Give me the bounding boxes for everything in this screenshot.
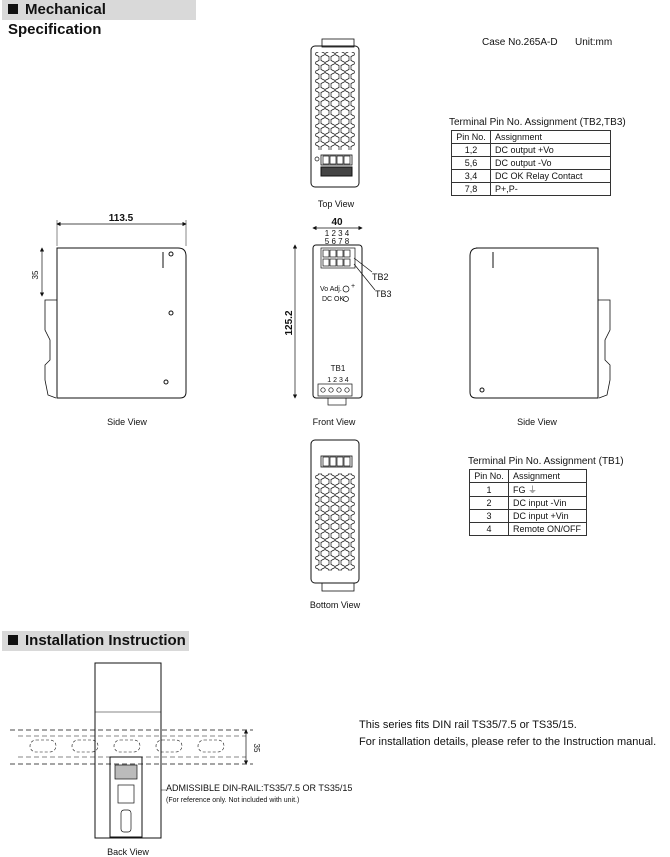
front-view-drawing bbox=[284, 217, 392, 405]
table-header: Pin No. bbox=[470, 470, 509, 483]
assignment-cell: P+,P- bbox=[491, 183, 611, 196]
label-plus: + bbox=[351, 283, 356, 290]
front-view-caption: Front View bbox=[312, 417, 356, 427]
table-header: Assignment bbox=[491, 131, 611, 144]
mech-spec-title: Mechanical Specification bbox=[8, 1, 106, 38]
dc-ok-led-icon bbox=[344, 297, 349, 302]
table-header: Assignment bbox=[509, 470, 587, 483]
side-view-left-drawing bbox=[31, 213, 186, 398]
bottom-view-drawing bbox=[311, 440, 359, 591]
assignment-cell: FG ⏚ bbox=[509, 483, 587, 497]
pin-cell: 7,8 bbox=[452, 183, 491, 196]
dim-height-front: 125.2 bbox=[284, 310, 295, 336]
dim-rail-side: 35 bbox=[31, 270, 40, 280]
terminal-block-tb2 bbox=[321, 248, 355, 268]
install-line2: For installation details, please refer to the Instruction manual. bbox=[359, 736, 657, 748]
label-tb3: TB3 bbox=[375, 289, 392, 299]
dim-width-front: 40 bbox=[331, 217, 343, 228]
label-dc-ok: DC OK bbox=[322, 296, 345, 303]
pin-cell: 5,6 bbox=[452, 157, 491, 170]
side-view-right-drawing bbox=[470, 248, 610, 398]
rail-slots bbox=[30, 740, 224, 752]
table2-title: Terminal Pin No. Assignment (TB1) bbox=[468, 456, 624, 467]
table1-title: Terminal Pin No. Assignment (TB2,TB3) bbox=[449, 117, 626, 128]
dim-rail-install: 35 bbox=[252, 743, 261, 753]
assignment-cell: DC OK Relay Contact bbox=[491, 170, 611, 183]
pin-numbers-top: 1 2 3 4 bbox=[324, 229, 350, 238]
top-view-drawing bbox=[311, 39, 359, 187]
adjust-potentiometer-icon bbox=[343, 286, 349, 292]
pin-numbers-bottom: 5 6 7 8 bbox=[324, 237, 350, 246]
case-number: Case No.265A-D bbox=[482, 37, 558, 48]
label-tb1: TB1 bbox=[330, 364, 346, 373]
top-view-caption: Top View bbox=[317, 199, 355, 209]
terminal-block-tb1 bbox=[318, 384, 352, 396]
pin-cell: 2 bbox=[470, 497, 509, 510]
label-tb2: TB2 bbox=[372, 272, 389, 282]
reference-note: (For reference only. Not included with unit.) bbox=[166, 797, 300, 804]
assignment-cell: DC input -Vin bbox=[509, 497, 587, 510]
assignment-cell: Remote ON/OFF bbox=[509, 523, 587, 536]
assignment-cell: DC output +Vo bbox=[491, 144, 611, 157]
tb1-pin-numbers: 1 2 3 4 bbox=[327, 377, 349, 384]
admissible-rail: ADMISSIBLE DIN-RAIL:TS35/7.5 OR TS35/15 bbox=[166, 783, 353, 793]
side-view-caption: Side View bbox=[107, 417, 147, 427]
label-vo-adj: Vo Adj. bbox=[320, 286, 342, 293]
pin-cell: 1 bbox=[470, 483, 509, 497]
install-drawing bbox=[10, 663, 261, 838]
assignment-cell: DC input +Vin bbox=[509, 510, 587, 523]
back-view-caption: Back View bbox=[107, 847, 149, 857]
table-header: Pin No. bbox=[452, 131, 491, 144]
pin-cell: 4 bbox=[470, 523, 509, 536]
dim-width-side: 113.5 bbox=[108, 213, 134, 224]
install-title: Installation Instruction bbox=[25, 632, 186, 649]
pin-cell: 3,4 bbox=[452, 170, 491, 183]
side-view-caption-right: Side View bbox=[517, 417, 557, 427]
install-line1: This series fits DIN rail TS35/7.5 or TS35/15. bbox=[359, 719, 577, 731]
terminal-block-top bbox=[323, 156, 350, 164]
pin-cell: 3 bbox=[470, 510, 509, 523]
bottom-view-caption: Bottom View bbox=[309, 600, 361, 610]
unit-label: Unit:mm bbox=[575, 37, 613, 48]
pin-cell: 1,2 bbox=[452, 144, 491, 157]
assignment-cell: DC output -Vo bbox=[491, 157, 611, 170]
